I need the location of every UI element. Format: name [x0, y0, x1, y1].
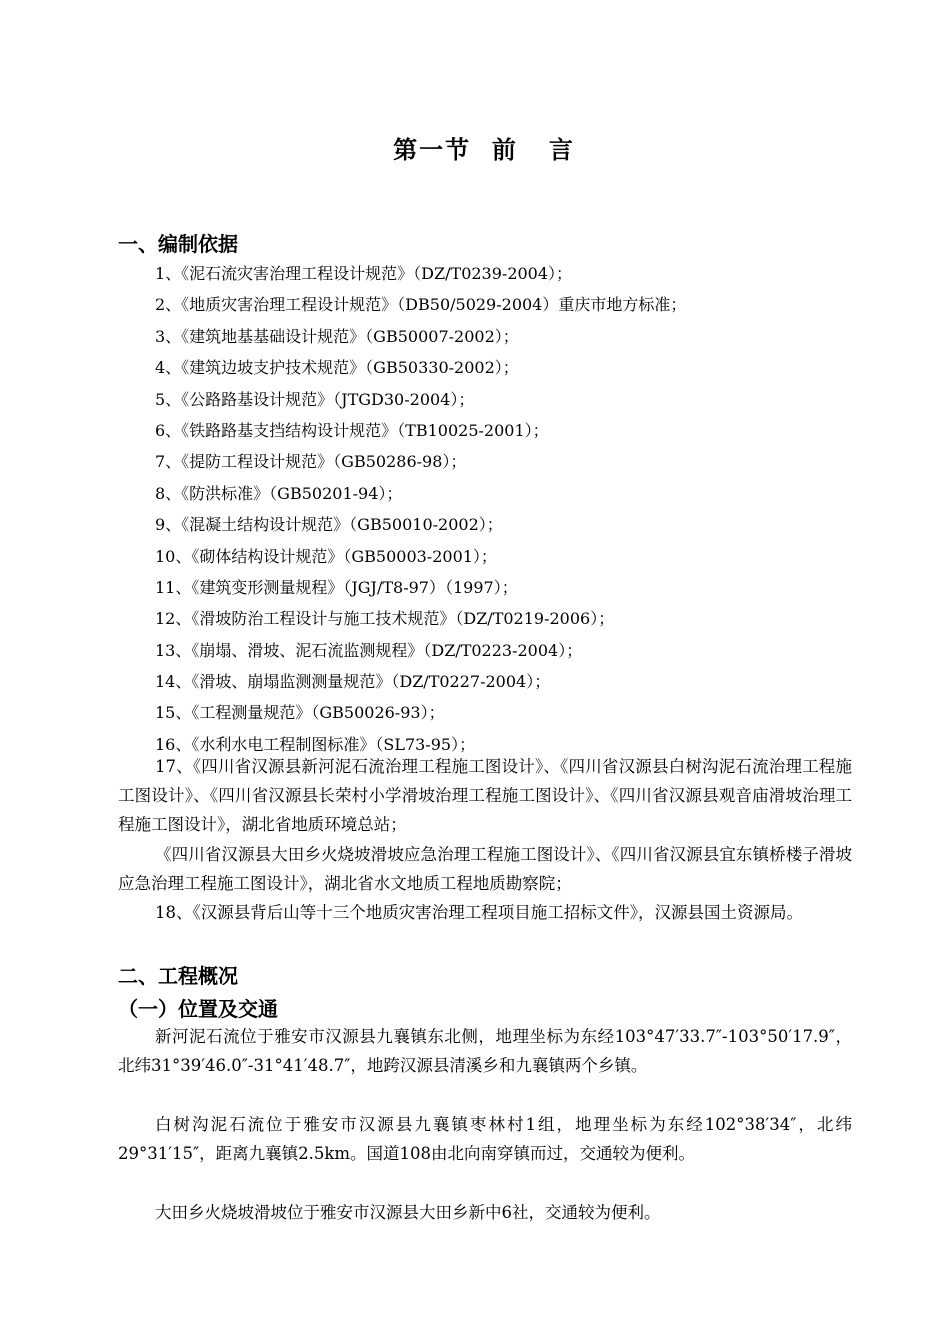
reference-item-17: 17、《四川省汉源县新河泥石流治理工程施工图设计》、《四川省汉源县白树沟泥石流治理工程施工图设计》、《四川省汉源县长荣村小学滑坡治理工程施工图设计》、《四川省汉源县观音庙滑坡治理工程施工图设计》，湖北省地质环境总站；	[118, 757, 852, 834]
list-item: 12、《滑坡防治工程设计与施工技术规范》（DZ/T0219-2006）；	[155, 609, 615, 629]
section-heading-overview: 二、工程概况	[118, 964, 238, 988]
list-item: 3、《建筑地基基础设计规范》（GB50007-2002）；	[155, 326, 519, 346]
list-item: 1、《泥石流灾害治理工程设计规范》（DZ/T0239-2004）；	[155, 264, 573, 283]
list-item: 6、《铁路路基支挡结构设计规范》（TB10025-2001）；	[155, 420, 549, 440]
list-item: 7、《提防工程设计规范》（GB50286-98）；	[155, 452, 467, 472]
list-item: 4、《建筑边坡支护技术规范》（GB50330-2002）；	[155, 358, 519, 378]
list-item: 13、《崩塌、滑坡、泥石流监测规程》（DZ/T0223-2004）；	[155, 640, 583, 660]
list-item: 5、《公路路基设计规范》（JTGD30-2004）；	[155, 389, 475, 409]
page-title: 第一节 前 言	[393, 136, 575, 164]
list-item: 15、《工程测量规范》（GB50026-93）；	[155, 703, 445, 723]
paragraph-xinhe: 新河泥石流位于雅安市汉源县九襄镇东北侧，地理坐标为东经103°47′33.7″-103°50′17.9″，北纬31°39′46.0″-31°41′48.7″，地跨汉源县清溪乡和九襄镇两个乡镇。	[118, 1027, 852, 1075]
list-item: 14、《滑坡、崩塌监测测量规范》（DZ/T0227-2004）；	[155, 672, 551, 692]
list-item: 9、《混凝土结构设计规范》（GB50010-2002）；	[155, 515, 503, 535]
reference-item-17-continued: 《四川省汉源县大田乡火烧坡滑坡应急治理工程施工图设计》、《四川省汉源县宜东镇桥楼子滑坡应急治理工程施工图设计》，湖北省水文地质工程地质勘察院；	[118, 845, 852, 893]
section-heading-basis: 一、编制依据	[118, 232, 238, 256]
paragraph-baishugou: 白树沟泥石流位于雅安市汉源县九襄镇枣林村1组，地理坐标为东经102°38′34″，北纬29°31′15″，距离九襄镇2.5km。国道108由北向南穿镇而过，交通较为便利。	[118, 1115, 852, 1163]
list-item: 11、《建筑变形测量规程》（JGJ/T8-97）（1997）；	[155, 577, 518, 597]
reference-list	[155, 262, 855, 764]
paragraph-huoshaopo: 大田乡火烧坡滑坡位于雅安市汉源县大田乡新中6社，交通较为便利。	[155, 1203, 661, 1222]
list-item: 10、《砌体结构设计规范》（GB50003-2001）；	[155, 546, 497, 566]
list-item: 16、《水利水电工程制图标准》（SL73-95）；	[155, 734, 476, 754]
list-item: 2、《地质灾害治理工程设计规范》（DB50/5029-2004）重庆市地方标准；	[155, 295, 687, 315]
reference-item-18: 18、《汉源县背后山等十三个地质灾害治理工程项目施工招标文件》，汉源县国土资源局。	[155, 903, 803, 922]
subsection-heading-location: （一）位置及交通	[118, 997, 278, 1021]
list-item: 8、《防洪标准》（GB50201-94）；	[155, 483, 403, 503]
